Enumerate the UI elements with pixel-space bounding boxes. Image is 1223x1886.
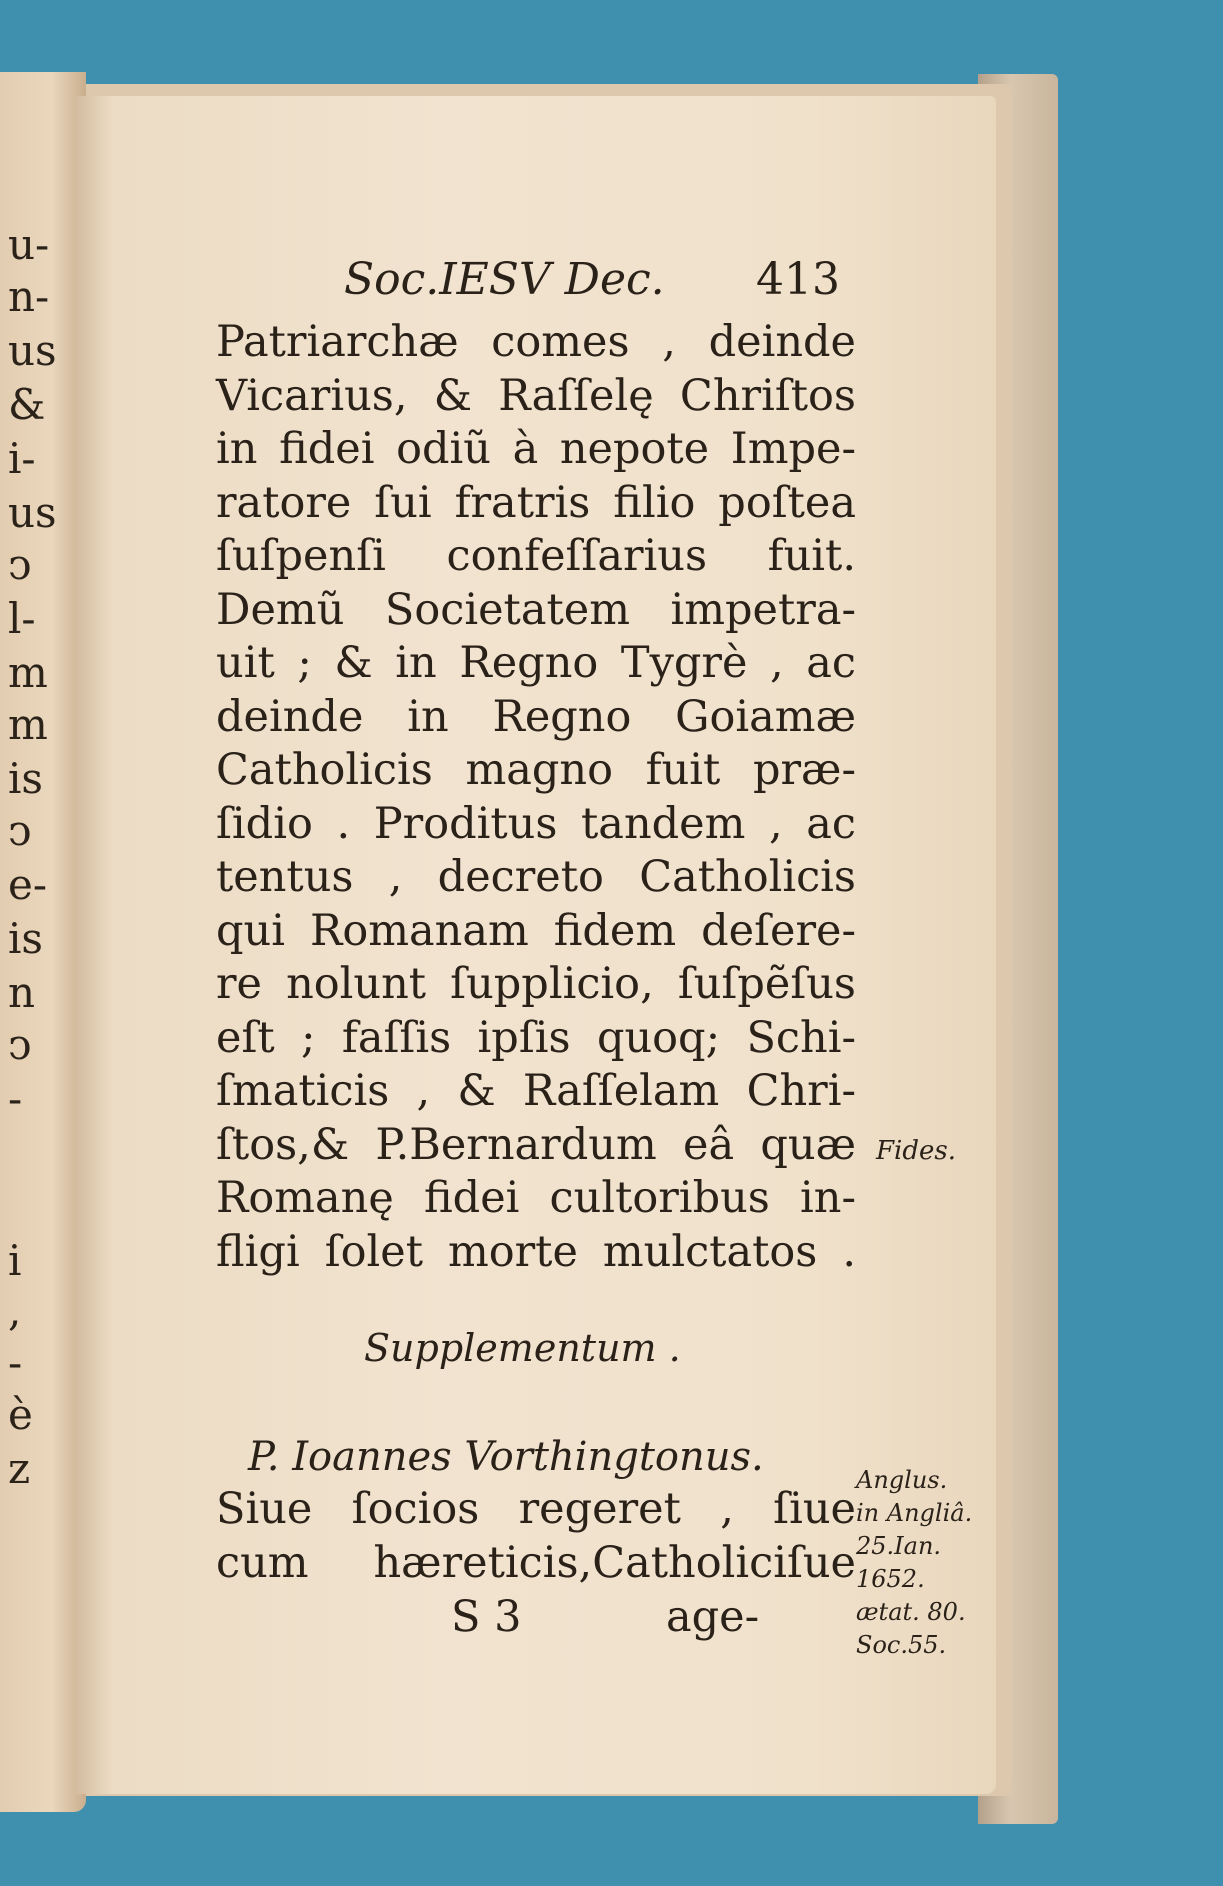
book-page — [76, 96, 996, 1794]
left-fragment: , — [8, 1286, 22, 1335]
text-line: ſmaticis , & Raſſelam Chri- — [216, 1066, 856, 1116]
text-line: Demũ Societatem impetra- — [216, 584, 856, 635]
left-fragment: i — [8, 1236, 22, 1285]
left-fragment: us — [8, 326, 57, 375]
catchword-line — [216, 1590, 856, 1650]
left-fragment: è — [8, 1390, 33, 1439]
text-line: cum hæreticis,Catholiciſue — [216, 1537, 856, 1588]
margin-note-line: 1652. — [856, 1565, 925, 1593]
margin-note-line: ætat. 80. — [856, 1598, 966, 1626]
margin-note-line: Anglus. — [856, 1466, 948, 1494]
page-header — [216, 246, 856, 316]
left-fragment: i- — [8, 434, 36, 483]
left-fragment: m — [8, 700, 48, 749]
text-line: in fidei odiũ à nepote Impe- — [216, 424, 856, 474]
left-fragment: & — [8, 380, 46, 429]
text-line: ſidio . Proditus tandem , ac — [216, 798, 856, 849]
left-fragment: m — [8, 648, 48, 697]
text-line: fligi ſolet morte mulctatos . — [216, 1226, 856, 1277]
left-fragment: - — [8, 1074, 23, 1123]
text-line: Romanę fidei cultoribus in- — [216, 1173, 856, 1223]
left-fragment: e- — [8, 860, 48, 909]
text-line: re nolunt ſupplicio, ſuſpẽſus — [216, 959, 856, 1009]
left-fragment: - — [8, 1338, 23, 1387]
left-fragment: ↄ — [8, 806, 32, 855]
text-line: ſuſpenſi confeſſarius fuit. — [216, 531, 856, 581]
page-number: 413 — [756, 254, 840, 305]
text-line: tentus , decreto Catholicis — [216, 852, 856, 902]
left-fragment: is — [8, 754, 43, 803]
text-line: eſt ; faſſis ipſis quoq; Schi- — [216, 1012, 856, 1063]
left-fragment: l- — [8, 594, 36, 643]
left-fragment: z — [8, 1444, 31, 1493]
section-heading: Supplementum . — [364, 1326, 681, 1370]
left-fragment: ↄ — [8, 540, 32, 589]
text-line: Siue ſocios regeret , ſiue — [216, 1484, 856, 1534]
author-heading: P. Ioannes Vorthingtonus. — [248, 1434, 764, 1480]
margin-note-line: 25.Ian. — [856, 1532, 942, 1560]
text-line: Patriarchæ comes , deinde — [216, 317, 856, 367]
left-fragment: u- — [8, 220, 50, 269]
margin-note-fides: Fides. — [876, 1136, 956, 1166]
text-line: Vicarius, & Raſſelę Chriſtos — [216, 370, 856, 421]
text-line: Catholicis magno fuit præ- — [216, 745, 856, 795]
signature-mark: S 3 — [451, 1592, 522, 1642]
margin-note-biography — [856, 1464, 972, 1662]
text-line: ſtos,& P.Bernardum eâ quæ — [216, 1119, 856, 1170]
left-fragment: is — [8, 914, 43, 963]
left-facing-page — [0, 72, 86, 1812]
text-block — [216, 246, 856, 1650]
margin-note-line: in Angliâ. — [856, 1499, 973, 1527]
catchword: age- — [666, 1592, 760, 1642]
text-line: qui Romanam fidem deſere- — [216, 905, 856, 956]
left-fragment: us — [8, 488, 57, 537]
text-line: uit ; & in Regno Tygrè , ac — [216, 638, 856, 688]
left-fragment: n — [8, 968, 36, 1017]
text-line: deinde in Regno Goiamæ — [216, 691, 856, 742]
left-fragment: n- — [8, 272, 50, 321]
running-title: Soc.IESV Dec. — [344, 254, 665, 305]
margin-note-line: Soc.55. — [856, 1631, 947, 1659]
text-line: ratore ſui fratris filio poſtea — [216, 477, 856, 528]
left-fragment: ↄ — [8, 1020, 32, 1069]
